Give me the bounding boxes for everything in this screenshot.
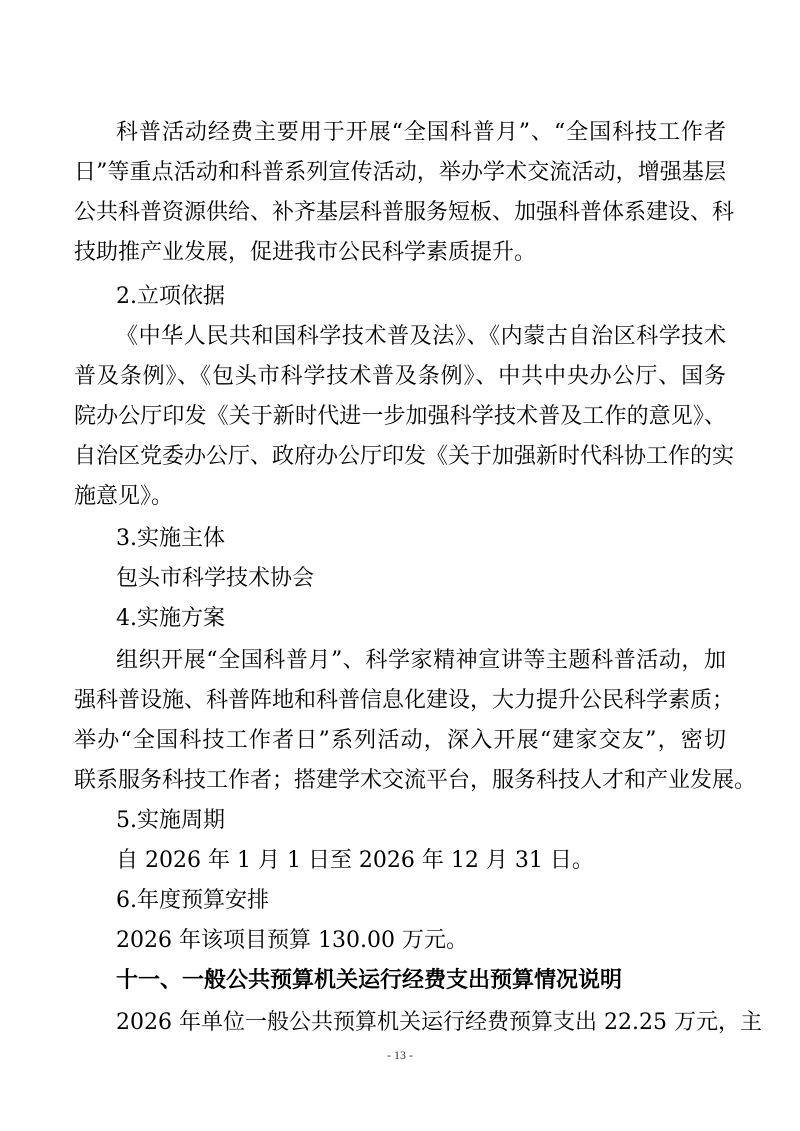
- paragraph-line: 自 2026 年 1 月 1 日至 2026 年 12 月 31 日。: [116, 848, 594, 873]
- section-heading: 4.实施方案: [116, 606, 225, 631]
- page-number: - 13 -: [387, 1048, 413, 1062]
- paragraph-line: 院办公厅印发《关于新时代进一步加强科学技术普及工作的意见》、: [74, 404, 726, 429]
- paragraph-line: 《中华人民共和国科学技术普及法》、《内蒙古自治区科学技术: [116, 324, 726, 349]
- chapter-heading: 十一、一般公共预算机关运行经费支出预算情况说明: [116, 968, 623, 993]
- paragraph-line: 自治区党委办公厅、政府办公厅印发《关于加强新时代科协工作的实: [74, 444, 735, 469]
- paragraph-line: 组织开展“全国科普月”、科学家精神宣讲等主题科普活动，加: [116, 648, 726, 673]
- paragraph-line: 举办“全国科技工作者日”系列活动，深入开展“建家交友”，密切: [74, 728, 726, 753]
- section-heading: 2.立项依据: [116, 284, 225, 309]
- paragraph-line: 技助推产业发展，促进我市公民科学素质提升。: [74, 240, 537, 265]
- section-heading: 5.实施周期: [116, 808, 225, 833]
- paragraph-line: 2026 年单位一般公共预算机关运行经费预算支出 22.25 万元，主: [116, 1010, 762, 1035]
- paragraph-line: 公共科普资源供给、补齐基层科普服务短板、加强科普体系建设、科: [74, 200, 735, 225]
- paragraph-line: 日”等重点活动和科普系列宣传活动，举办学术交流活动，增强基层: [74, 160, 726, 185]
- section-heading: 6.年度预算安排: [116, 888, 269, 913]
- paragraph-line: 2026 年该项目预算 130.00 万元。: [116, 928, 468, 953]
- paragraph-line: 施意见》。: [74, 484, 174, 509]
- paragraph-line: 普及条例》、《包头市科学技术普及条例》、中共中央办公厅、国务: [74, 364, 726, 389]
- paragraph-line: 联系服务科技工作者；搭建学术交流平台，服务科技人才和产业发展。: [74, 768, 757, 793]
- paragraph-line: 包头市科学技术协会: [116, 566, 315, 591]
- paragraph-line: 强科普设施、科普阵地和科普信息化建设，大力提升公民科学素质；: [74, 688, 735, 713]
- section-heading: 3.实施主体: [116, 526, 225, 551]
- paragraph-line: 科普活动经费主要用于开展“全国科普月”、“全国科技工作者: [116, 120, 726, 145]
